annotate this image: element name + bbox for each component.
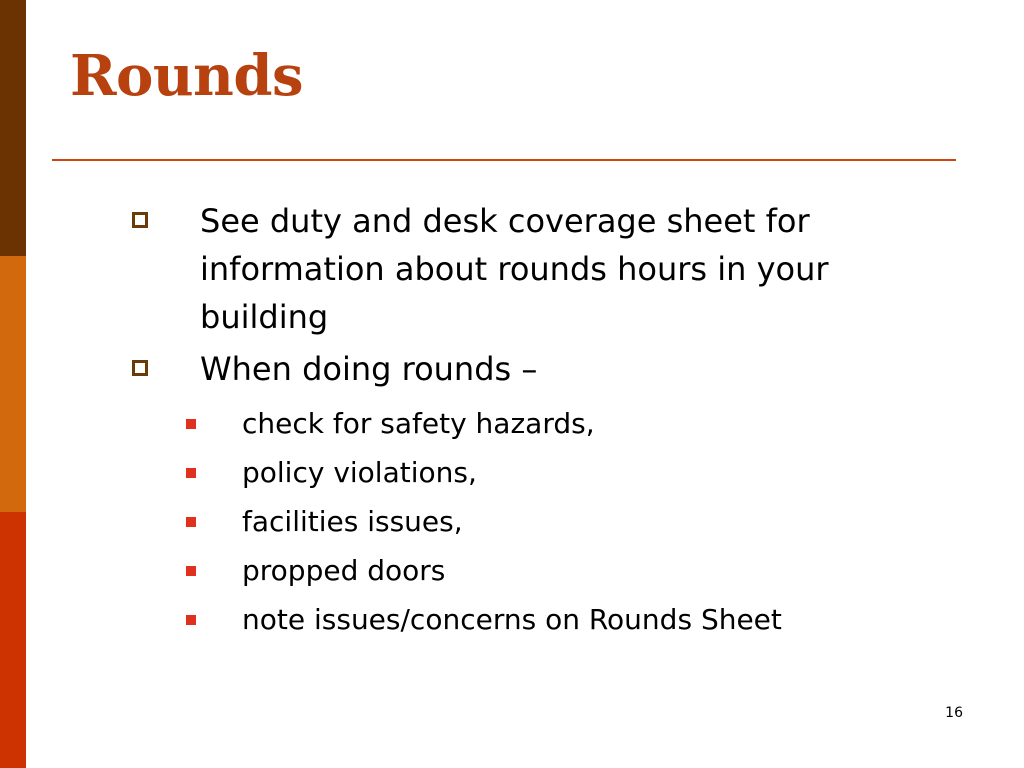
hollow-square-bullet-icon: [132, 360, 148, 376]
filled-square-bullet-icon: [186, 615, 196, 625]
bullet-text: When doing rounds –: [200, 350, 538, 388]
sidebar-stripe-top: [0, 0, 26, 256]
filled-square-bullet-icon: [186, 468, 196, 478]
sub-bullet-text: policy violations,: [242, 456, 477, 489]
slide-title: Rounds: [70, 43, 304, 109]
filled-square-bullet-icon: [186, 517, 196, 527]
sub-bullet-text: check for safety hazards,: [242, 407, 595, 440]
title-divider: [52, 159, 956, 161]
page-number: 16: [945, 705, 963, 721]
bullet-list: [128, 197, 928, 644]
filled-square-bullet-icon: [186, 419, 196, 429]
sub-bullet-item: [182, 448, 928, 497]
sub-bullet-item: [182, 546, 928, 595]
sidebar-stripe-bottom: [0, 512, 26, 768]
hollow-square-bullet-icon: [132, 212, 148, 228]
sub-bullet-text: propped doors: [242, 554, 446, 587]
sidebar-stripe-middle: [0, 256, 26, 512]
sub-bullet-item: [182, 399, 928, 448]
bullet-item: [128, 197, 928, 341]
sub-bullet-text: facilities issues,: [242, 505, 463, 538]
filled-square-bullet-icon: [186, 566, 196, 576]
sub-bullet-text: note issues/concerns on Rounds Sheet: [242, 603, 782, 636]
sub-bullet-item: [182, 497, 928, 546]
sub-bullet-item: [182, 595, 928, 644]
bullet-item: [128, 345, 928, 644]
sub-bullet-list: [182, 399, 928, 644]
bullet-text: See duty and desk coverage sheet for information about rounds hours in your building: [200, 202, 829, 336]
